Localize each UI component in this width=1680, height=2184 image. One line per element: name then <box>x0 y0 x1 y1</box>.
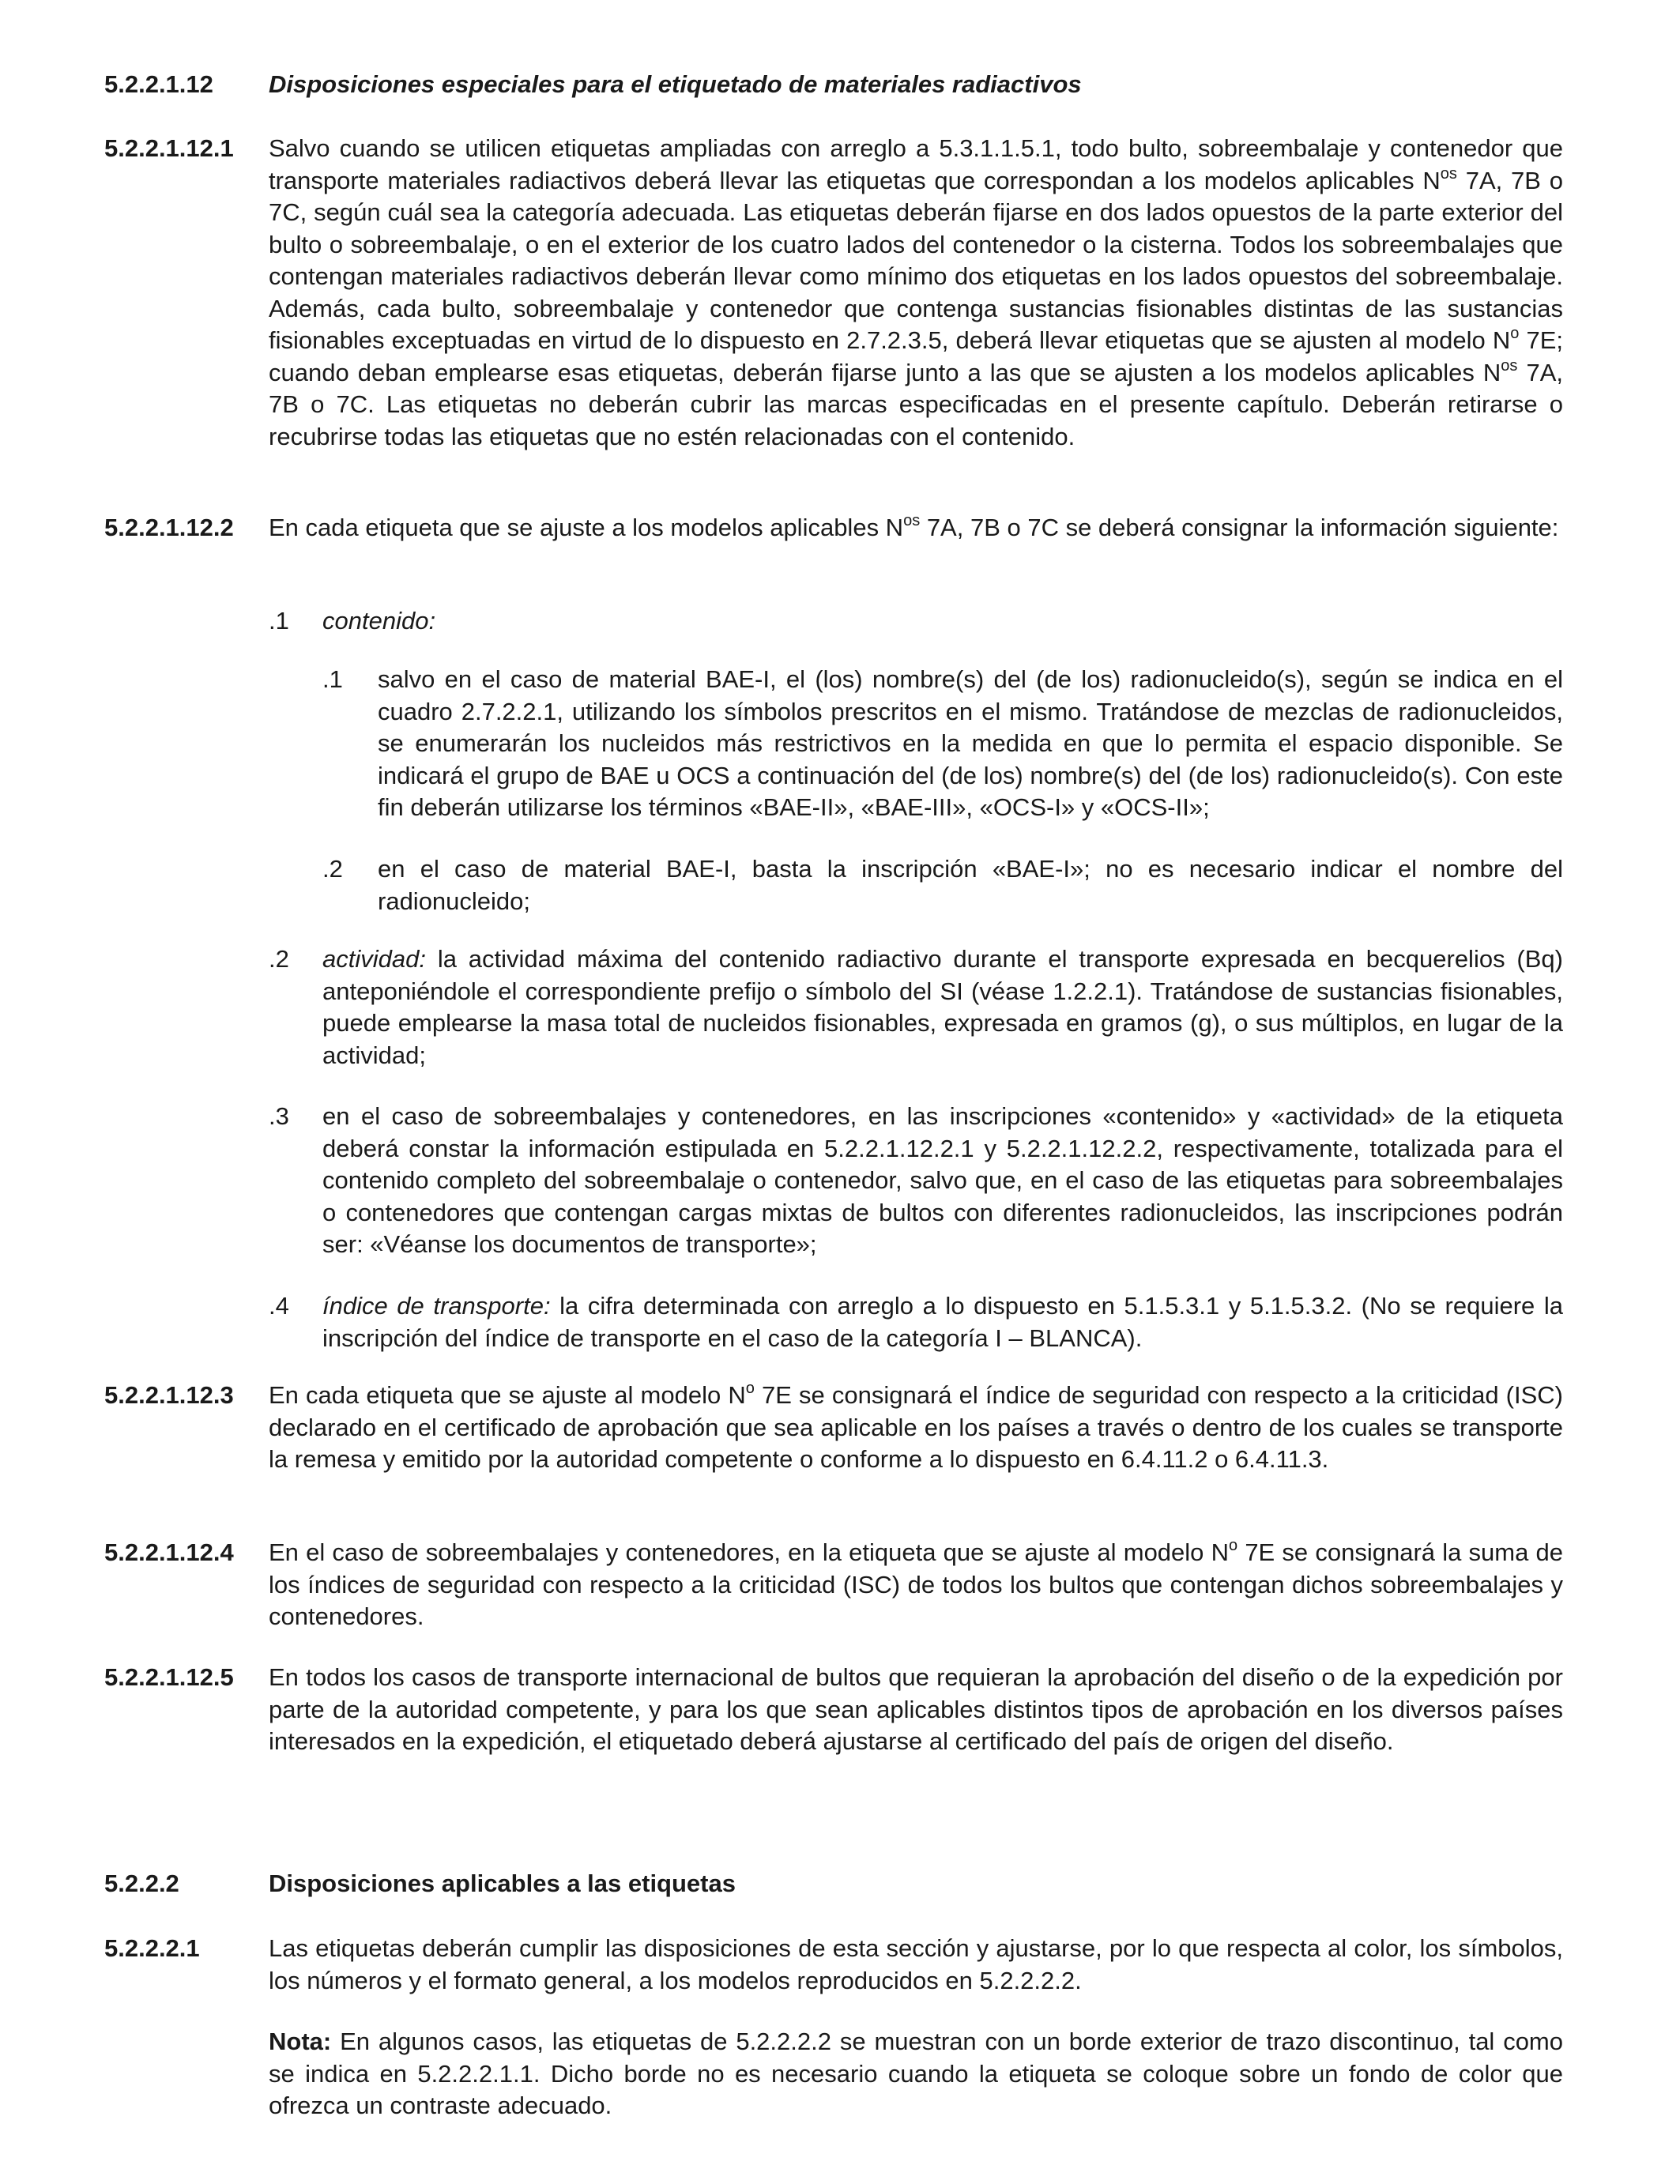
list-item-term: contenido: <box>322 607 436 634</box>
section-number: 5.2.2.1.12 <box>104 70 213 98</box>
list-item-text: índice de transporte: la cifra determinada con arreglo a lo dispuesto en 5.1.5.3.1 y 5.1.5.3.2. (No se requiere la inscripción del índice de transporte en el caso de la categoría I – BLANCA). <box>322 1292 1564 1352</box>
paragraph-number: 5.2.2.1.12.2 <box>104 514 234 541</box>
paragraph-text: En cada etiqueta que se ajuste a los modelos aplicables $N^{os}$ 7A, 7B o 7C se deberá consignar la información siguiente: <box>269 512 1559 541</box>
paragraph-number: 5.2.2.1.12.1 <box>104 134 234 162</box>
paragraph-number: 5.2.2.2.1 <box>104 1934 200 1962</box>
list-item-text: en el caso de sobreembalajes y contenedores, en las inscripciones «contenido» y «actividad» de la etiqueta deberá constar la información estipulada en 5.2.2.1.12.2.1 y 5.2.2.1.12.2.2, respectivamente, totalizada para el contenido completo del sobreembalaje o contenedor, salvo que, en el caso de las etiquetas para sobreembalajes o contenedores que contengan cargas mixtas de bultos con diferentes radionucleidos, las inscripciones podrán ser: «Véanse los documentos de transporte»; <box>322 1102 1563 1258</box>
note-label: Nota: <box>269 2028 332 2055</box>
sub-list-item-label: .2 <box>322 855 343 883</box>
sub-list-item-label: .1 <box>322 665 343 693</box>
section-title: Disposiciones aplicables a las etiquetas <box>269 1870 736 1897</box>
paragraph-number: 5.2.2.1.12.4 <box>104 1538 234 1566</box>
sub-list-item-text: en el caso de material BAE-I, basta la inscripción «BAE-I»; no es necesario indicar el nombre del radionucleido; <box>378 855 1563 915</box>
list-item-label: .3 <box>269 1102 289 1130</box>
paragraph-text: En todos los casos de transporte internacional de bultos que requieran la aprobación del diseño o de la expedición por parte de la autoridad competente, y para los que sean aplicables distintos tipos de aprobación en los diversos países interesados en la expedición, el etiquetado deberá ajustarse al certificado del país de origen del diseño. <box>269 1663 1563 1755</box>
paragraph-number: 5.2.2.1.12.5 <box>104 1663 234 1691</box>
paragraph-number: 5.2.2.1.12.3 <box>104 1381 234 1409</box>
section-title: Disposiciones especiales para el etiquetado de materiales radiactivos <box>269 70 1082 98</box>
paragraph-text: Salvo cuando se utilicen etiquetas ampliadas con arreglo a 5.3.1.1.5.1, todo bulto, sobreembalaje y contenedor que transporte materiales radiactivos deberá llevar las etiquetas que correspondan a los modelos aplicables $N^{os}$ 7A, 7B o 7C, según cuál sea la categoría adecuada. Las etiquetas deberán fijarse en dos lados opuestos de la parte exterior del bulto o sobreembalaje, o en el exterior de los cuatro lados del contenedor o la cisterna. Todos los sobreembalajes que contengan materiales radiactivos deberán llevar como mínimo dos etiquetas en los lados opuestos del sobreembalaje. Además, cada bulto, sobreembalaje y contenedor que contenga sustancias fisionables distintas de las sustancias fisionables exceptuadas en virtud de lo dispuesto en 2.7.2.3.5, deberá llevar etiquetas que se ajusten al modelo $N^o$ 7E; cuando deban emplearse esas etiquetas, deberán fijarse junto a las que se ajusten a los modelos aplicables $N^{os}$ 7A, 7B o 7C. Las etiquetas no deberán cubrir las marcas especificadas en el presente capítulo. Deberán retirarse o recubrirse todas las etiquetas que no estén relacionadas con el contenido. <box>269 134 1563 450</box>
paragraph-text: Las etiquetas deberán cumplir las disposiciones de esta sección y ajustarse, por lo que respecta al color, los símbolos, los números y el formato general, a los modelos reproducidos en 5.2.2.2.2. <box>269 1934 1563 1994</box>
note-text: Nota: En algunos casos, las etiquetas de 5.2.2.2.2 se muestran con un borde exterior de trazo discontinuo, tal como se indica en 5.2.2.2.1.1. Dicho borde no es necesario cuando la etiqueta se coloque sobre un fondo de color que ofrezca un contraste adecuado. <box>269 2028 1563 2119</box>
list-item-label: .2 <box>269 945 289 973</box>
paragraph-text: En cada etiqueta que se ajuste al modelo $N^o$ 7E se consignará el índice de seguridad con respecto a la criticidad (ISC) declarado en el certificado de aprobación que sea aplicable en los países a través o dentro de los cuales se transporte la remesa y emitido por la autoridad competente o conforme a lo dispuesto en 6.4.11.2 o 6.4.11.3. <box>269 1380 1563 1473</box>
paragraph-text: En el caso de sobreembalajes y contenedores, en la etiqueta que se ajuste al modelo $N^o$ 7E se consignará la suma de los índices de seguridad con respecto a la criticidad (ISC) de todos los bultos que contengan dichos sobreembalajes y contenedores. <box>269 1537 1563 1630</box>
sub-list-item-text: salvo en el caso de material BAE-I, el (los) nombre(s) del (de los) radionucleido(s), según se indica en el cuadro 2.7.2.2.1, utilizando los símbolos prescritos en el mismo. Tratándose de mezclas de radionucleidos, se enumerarán los nucleidos más restrictivos en la medida en que lo permita el espacio disponible. Se indicará el grupo de BAE u OCS a continuación del (de los) nombre(s) del (de los) radionucleido(s). Con este fin deberán utilizarse los términos «BAE-II», «BAE-III», «OCS-I» y «OCS-II»; <box>378 665 1563 821</box>
section-number: 5.2.2.2 <box>104 1870 179 1897</box>
list-item-label: .4 <box>269 1292 289 1320</box>
list-item-label: .1 <box>269 607 289 634</box>
list-item-text: actividad: la actividad máxima del contenido radiactivo durante el transporte expresada en becquerelios (Bq) anteponiéndole el correspondiente prefijo o símbolo del SI (véase 1.2.2.1). Tratándose de sustancias fisionables, puede emplearse la masa total de nucleidos fisionables, expresada en gramos (g), o sus múltiplos, en lugar de la actividad; <box>322 945 1563 1069</box>
